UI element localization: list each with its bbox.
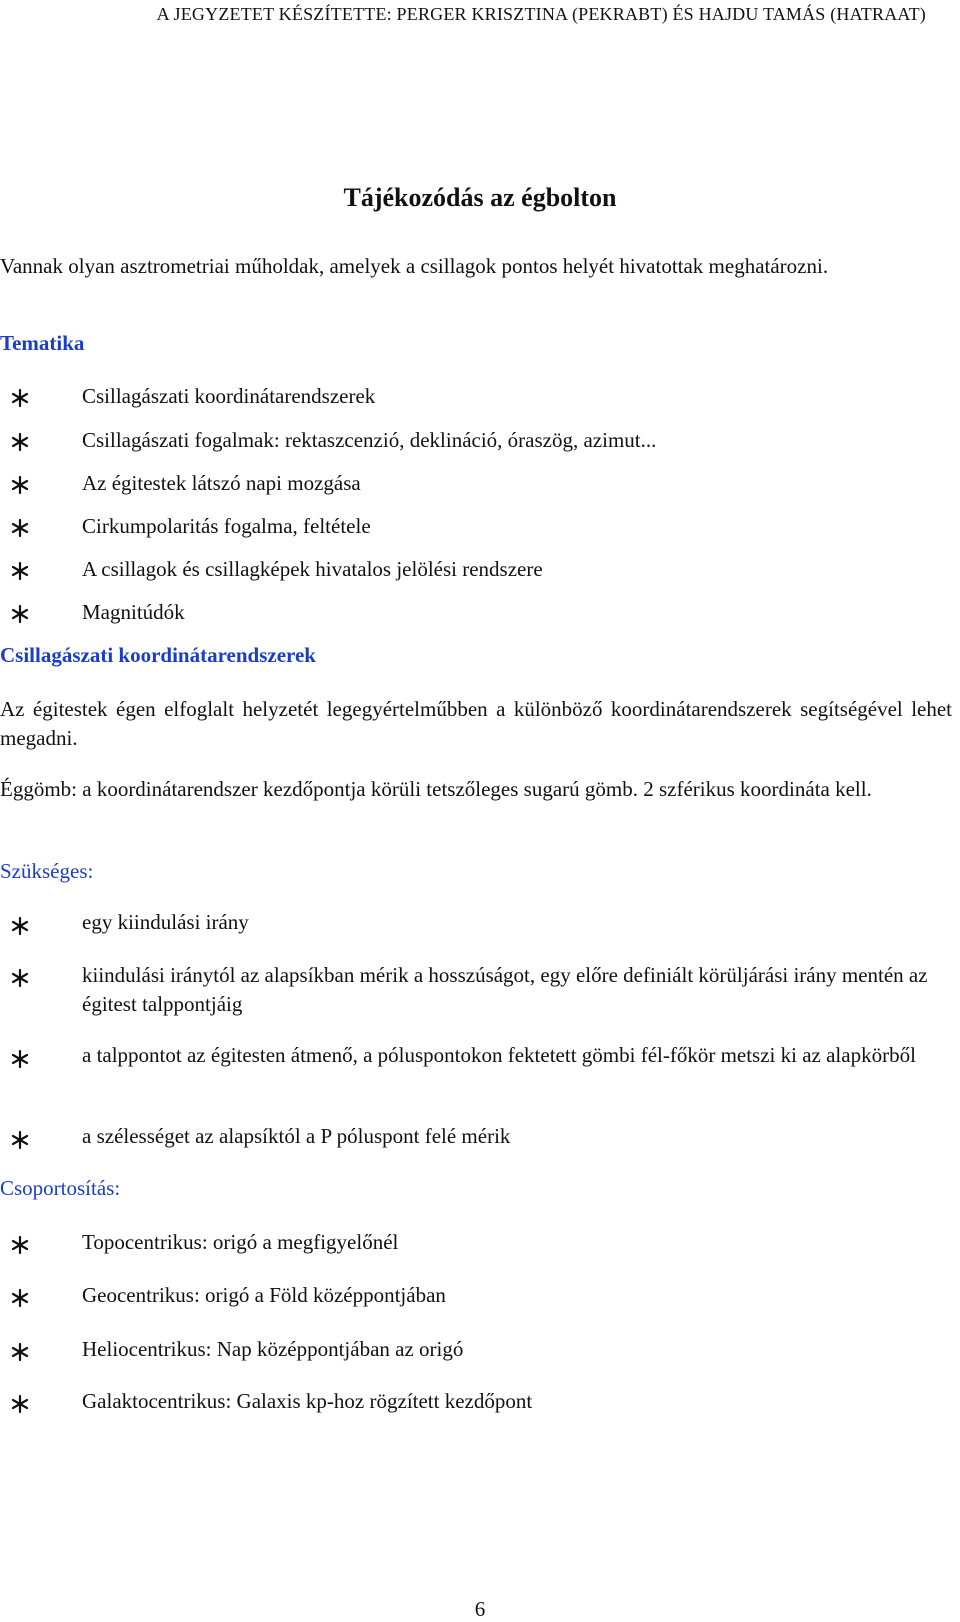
asterisk-bullet-icon: [10, 388, 30, 408]
asterisk-bullet-icon: [10, 1288, 30, 1308]
asterisk-bullet-icon: [10, 1130, 30, 1150]
intro-paragraph: Vannak olyan asztrometriai műholdak, amelyek a csillagok pontos helyét hivatottak meghatározni.: [0, 254, 829, 278]
list-item: a szélességet az alapsíktól a P póluspont felé mérik: [82, 1124, 511, 1148]
list-item: Cirkumpolaritás fogalma, feltétele: [82, 514, 371, 538]
section-heading-szukseges: Szükséges:: [0, 859, 94, 883]
section-heading-koordinatarendszerek: Csillagászati koordinátarendszerek: [0, 643, 316, 667]
list-item: Topocentrikus: origó a megfigyelőnél: [82, 1230, 399, 1254]
section-heading-tematika: Tematika: [0, 331, 85, 355]
asterisk-bullet-icon: [10, 916, 30, 936]
asterisk-bullet-icon: [10, 1342, 30, 1362]
asterisk-bullet-icon: [10, 1394, 30, 1414]
list-item: Galaktocentrikus: Galaxis kp-hoz rögzített kezdőpont: [82, 1389, 533, 1413]
list-item: A csillagok és csillagképek hivatalos jelölési rendszere: [82, 557, 543, 581]
asterisk-bullet-icon: [10, 1049, 30, 1069]
asterisk-bullet-icon: [10, 518, 30, 538]
asterisk-bullet-icon: [10, 968, 30, 988]
list-item: egy kiindulási irány: [82, 910, 249, 934]
section-heading-csoportositas: Csoportosítás:: [0, 1176, 121, 1200]
list-item: Az égitestek látszó napi mozgása: [82, 471, 361, 495]
list-item: Geocentrikus: origó a Föld középpontjában: [82, 1283, 446, 1307]
asterisk-bullet-icon: [10, 1235, 30, 1255]
asterisk-bullet-icon: [10, 432, 30, 452]
page-header: A JEGYZETET KÉSZÍTETTE: PERGER KRISZTINA (PEKRABT) ÉS HAJDU TAMÁS (HATRAAT): [156, 4, 926, 24]
paragraph-eggomb: Éggömb: a koordinátarendszer kezdőpontja körüli tetszőleges sugarú gömb. 2 szférikus koordináta kell.: [0, 777, 872, 801]
page-number: 6: [474, 1597, 486, 1621]
asterisk-bullet-icon: [10, 561, 30, 581]
page-title: Tájékozódás az égbolton: [343, 183, 617, 212]
list-item: Csillagászati koordinátarendszerek: [82, 384, 376, 408]
list-item: a talppontot az égitesten átmenő, a póluspontokon fektetett gömbi fél-főkör metszi ki az alapkörből: [82, 1043, 916, 1067]
paragraph-koordinatarendszerek: Az égitestek égen elfoglalt helyzetét legegyértelműbben a különböző koordinátarendszerek segítségével lehet megadni.: [0, 697, 952, 750]
asterisk-bullet-icon: [10, 475, 30, 495]
list-item: kiindulási iránytól az alapsíkban mérik a hosszúságot, egy előre definiált körüljárási irány mentén az égitest talppontjáig: [82, 963, 928, 1016]
asterisk-bullet-icon: [10, 604, 30, 624]
list-item: Csillagászati fogalmak: rektaszcenzió, deklináció, óraszög, azimut...: [82, 428, 657, 452]
list-item: Heliocentrikus: Nap középpontjában az origó: [82, 1337, 464, 1361]
list-item: Magnitúdók: [82, 600, 185, 624]
